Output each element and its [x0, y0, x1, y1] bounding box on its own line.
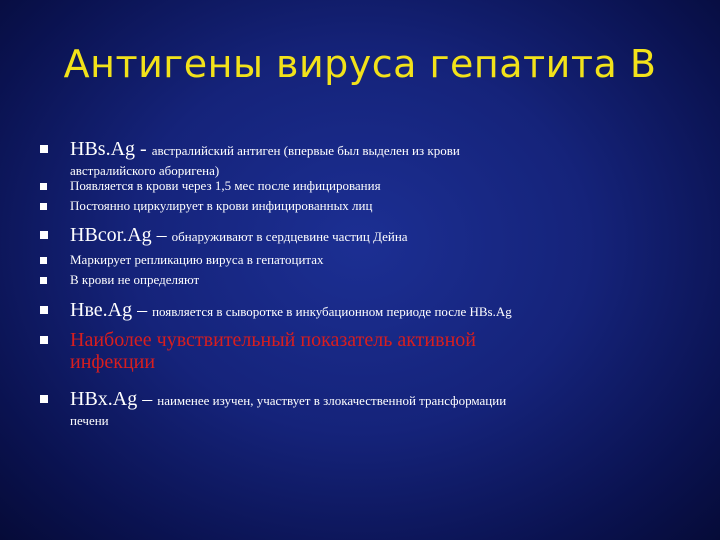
term-separator: - [135, 138, 152, 160]
antigen-term: HBcor.Ag [70, 224, 152, 246]
item-text: В крови не определяют [70, 272, 200, 287]
slide-title: Антигены вируса гепатита В [63, 42, 657, 86]
item-text: Постоянно циркулирует в крови инфицированных лиц [70, 198, 373, 213]
antigen-description: австралийский антиген (впервые был выделен из крови [151, 143, 460, 158]
term-separator: – [151, 224, 172, 246]
antigen-description: появляется в сыворотке в инкубационном периоде после HBs.Ag [152, 304, 512, 319]
bullet-icon [40, 257, 47, 264]
item-text: Маркирует репликацию вируса в гепатоцитах [70, 252, 324, 267]
antigen-term: HBs.Ag [70, 138, 136, 160]
antigen-description: обнаруживают в сердцевине частиц Дейна [171, 229, 408, 244]
bullet-icon [40, 183, 47, 190]
antigen-description: наименее изучен, участвует в злокачественной трансформации [157, 393, 507, 408]
term-separator: – [132, 299, 153, 321]
bullet-icon [40, 336, 48, 344]
bullet-icon [40, 203, 47, 210]
antigen-term: HBx.Ag [70, 388, 138, 410]
item-text: Появляется в крови через 1,5 мес после инфицирования [70, 178, 381, 193]
highlight-text: Наиболее чувствительный показатель активной [70, 329, 476, 351]
bullet-icon [40, 277, 47, 284]
antigen-description-cont: печени [70, 413, 109, 428]
bullet-icon [40, 231, 48, 239]
highlight-text-cont: инфекции [70, 351, 156, 373]
term-separator: – [137, 388, 158, 410]
bullet-icon [40, 395, 48, 403]
antigen-description-cont: австралийского аборигена) [70, 163, 220, 178]
bullet-icon [40, 306, 48, 314]
antigen-term: Hве.Ag [70, 299, 133, 321]
bullet-icon [40, 145, 48, 153]
